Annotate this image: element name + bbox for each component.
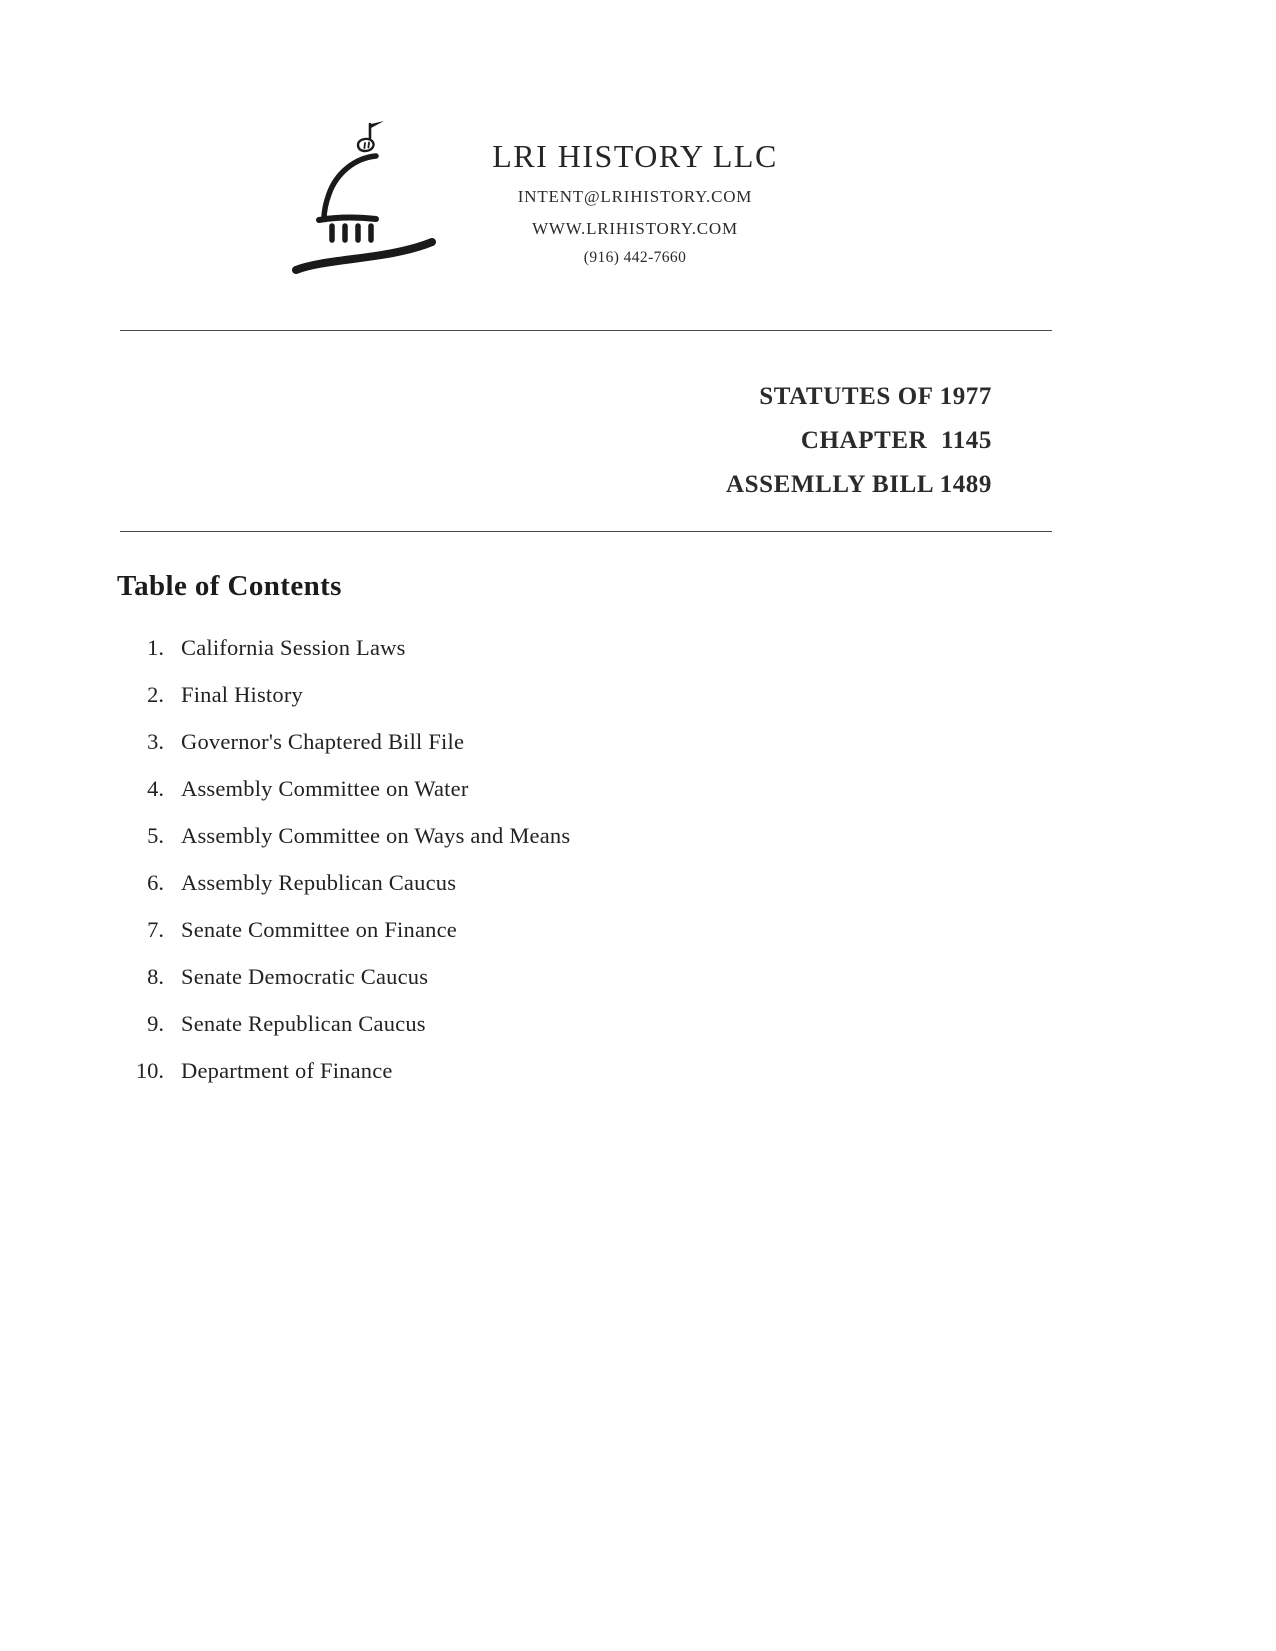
email-text: INTENT@LRIHISTORY.COM [517, 187, 753, 206]
toc-item-label: Senate Committee on Finance [181, 917, 457, 942]
toc-item-label: Governor's Chaptered Bill File [181, 729, 465, 754]
toc-item-label: Senate Republican Caucus [181, 1011, 426, 1036]
toc-item [112, 1058, 1276, 1083]
toc-item-number: 8. [147, 964, 164, 989]
phone-text: (916) 442-7660 [583, 249, 687, 266]
toc-item-label: Final History [181, 682, 303, 707]
toc-item-number: 6. [147, 870, 164, 895]
divider-bottom [120, 531, 1052, 532]
toc-item-number: 5. [147, 823, 164, 848]
company-name: LRI HISTORY LLC [492, 138, 778, 174]
toc-list [112, 635, 1276, 1083]
toc-item [112, 682, 1276, 707]
toc-item-label: Department of Finance [181, 1058, 393, 1083]
toc-item-number: 3. [147, 729, 164, 754]
toc-item [112, 729, 1276, 754]
toc-item-label: Assembly Committee on Water [181, 776, 469, 801]
toc-item-number: 1. [147, 635, 164, 660]
contact-block [485, 138, 785, 267]
title-chapter: CHAPTER 1145 [800, 427, 992, 454]
toc-item-number: 4. [147, 776, 164, 801]
toc-item-label: California Session Laws [181, 635, 406, 660]
toc-item [112, 870, 1276, 895]
toc-item [112, 917, 1276, 942]
divider-top [120, 330, 1052, 331]
website-text: WWW.LRIHISTORY.COM [532, 219, 738, 238]
toc-item [112, 776, 1276, 801]
toc-item [112, 635, 1276, 660]
toc-item [112, 964, 1276, 989]
toc-item-number: 10. [135, 1058, 164, 1083]
toc-item [112, 1011, 1276, 1036]
capitol-dome-logo-icon [292, 118, 447, 278]
letterhead [292, 118, 1276, 278]
toc-item-label: Assembly Committee on Ways and Means [181, 823, 571, 848]
toc-item-label: Assembly Republican Caucus [181, 870, 457, 895]
toc-item-number: 9. [147, 1011, 164, 1036]
toc-item-number: 2. [147, 682, 164, 707]
toc-item-number: 7. [147, 917, 164, 942]
toc-item [112, 823, 1276, 848]
title-block [120, 375, 1052, 507]
table-of-contents [0, 570, 1276, 1083]
toc-heading: Table of Contents [117, 570, 342, 602]
title-statutes: STATUTES OF 1977 [759, 383, 992, 410]
toc-item-label: Senate Democratic Caucus [181, 964, 429, 989]
title-assembly-bill: ASSEMLLY BILL 1489 [726, 471, 992, 498]
